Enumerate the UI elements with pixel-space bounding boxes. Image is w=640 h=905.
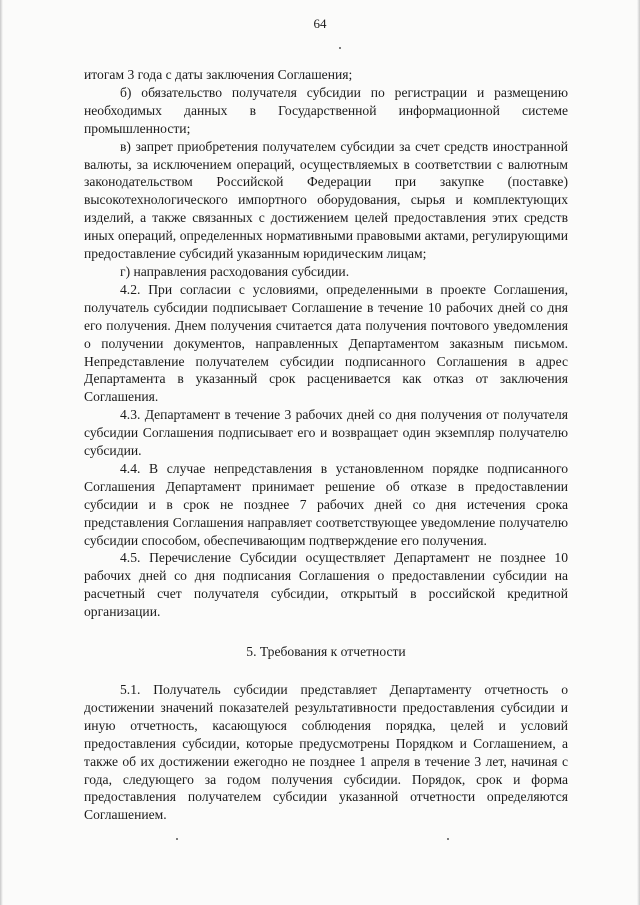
page-edge-left	[0, 0, 3, 905]
paragraph-4-2: 4.2. При согласии с условиями, определенными в проекте Соглашения, получатель субсидии подписывает Соглашение в течение 10 рабочих дней со дня его получения. Днем получения считается дата получения почтового уведомления о получении документов, направленных Департаментом заказным письмом. Непредставление получателем субсидии подписанного Соглашения в адрес Департамента в указанный срок расценивается как отказ от заключения Соглашения.	[84, 281, 568, 405]
document-body	[84, 66, 568, 824]
paragraph-5-1: 5.1. Получатель субсидии представляет Департаменту отчетность о достижении значений показателей результативности предоставления субсидии и иную отчетность, касающуюся соблюдения порядка, целей и условий предоставления субсидии, которые предусмотрены Порядком и Соглашением, а также об их достижении ежегодно не позднее 1 апреля в течение 3 лет, начиная с года, следующего за годом получения субсидии. Порядок, срок и форма предоставления получателем субсидии указанной отчетности определяются Соглашением.	[84, 682, 568, 823]
paragraph-item-b: б) обязательство получателя субсидии по регистрации и размещению необходимых данных в Государственной информационной системе промышленности;	[84, 84, 568, 136]
paragraph-continuation: итогам 3 года с даты заключения Соглашения;	[84, 67, 353, 82]
scan-speck	[339, 47, 341, 49]
scan-speck	[176, 838, 178, 840]
scan-speck	[447, 838, 449, 840]
section-heading: 5. Требования к отчетности	[246, 644, 406, 660]
paragraph-4-5: 4.5. Перечисление Субсидии осуществляет Департамент не позднее 10 рабочих дней со дня подписания Соглашения о предоставлении субсидии на расчетный счет получателя субсидии, открытый в российской кредитной организации.	[84, 550, 568, 620]
paragraph-item-v: в) запрет приобретения получателем субсидии за счет средств иностранной валюты, за исключением операций, осуществляемых в соответствии с валютным законодательством Российской Федерации при закупке (поставке) высокотехнологического импортного оборудования, сырья и комплектующих изделий, а также связанных с достижением целей предоставления этих средств иных операций, определенных нормативными правовыми актами, регулирующими предоставление субсидий указанным юридическим лицам;	[84, 138, 568, 262]
page-number: 64	[313, 16, 327, 31]
paragraph-4-4: 4.4. В случае непредставления в установленном порядке подписанного Соглашения Департамент принимает решение об отказе в предоставлении субсидии и в срок не позднее 7 рабочих дней со дня истечения срока представления Соглашения направляет соответствующее уведомление получателю субсидии способом, обеспечивающим подтверждение его получения.	[84, 460, 568, 548]
paragraph-4-3: 4.3. Департамент в течение 3 рабочих дней со дня получения от получателя субсидии Соглашения подписывает его и возвращает один экземпляр получателю субсидии.	[84, 407, 568, 459]
paragraph-item-g: г) направления расходования субсидии.	[120, 263, 350, 279]
